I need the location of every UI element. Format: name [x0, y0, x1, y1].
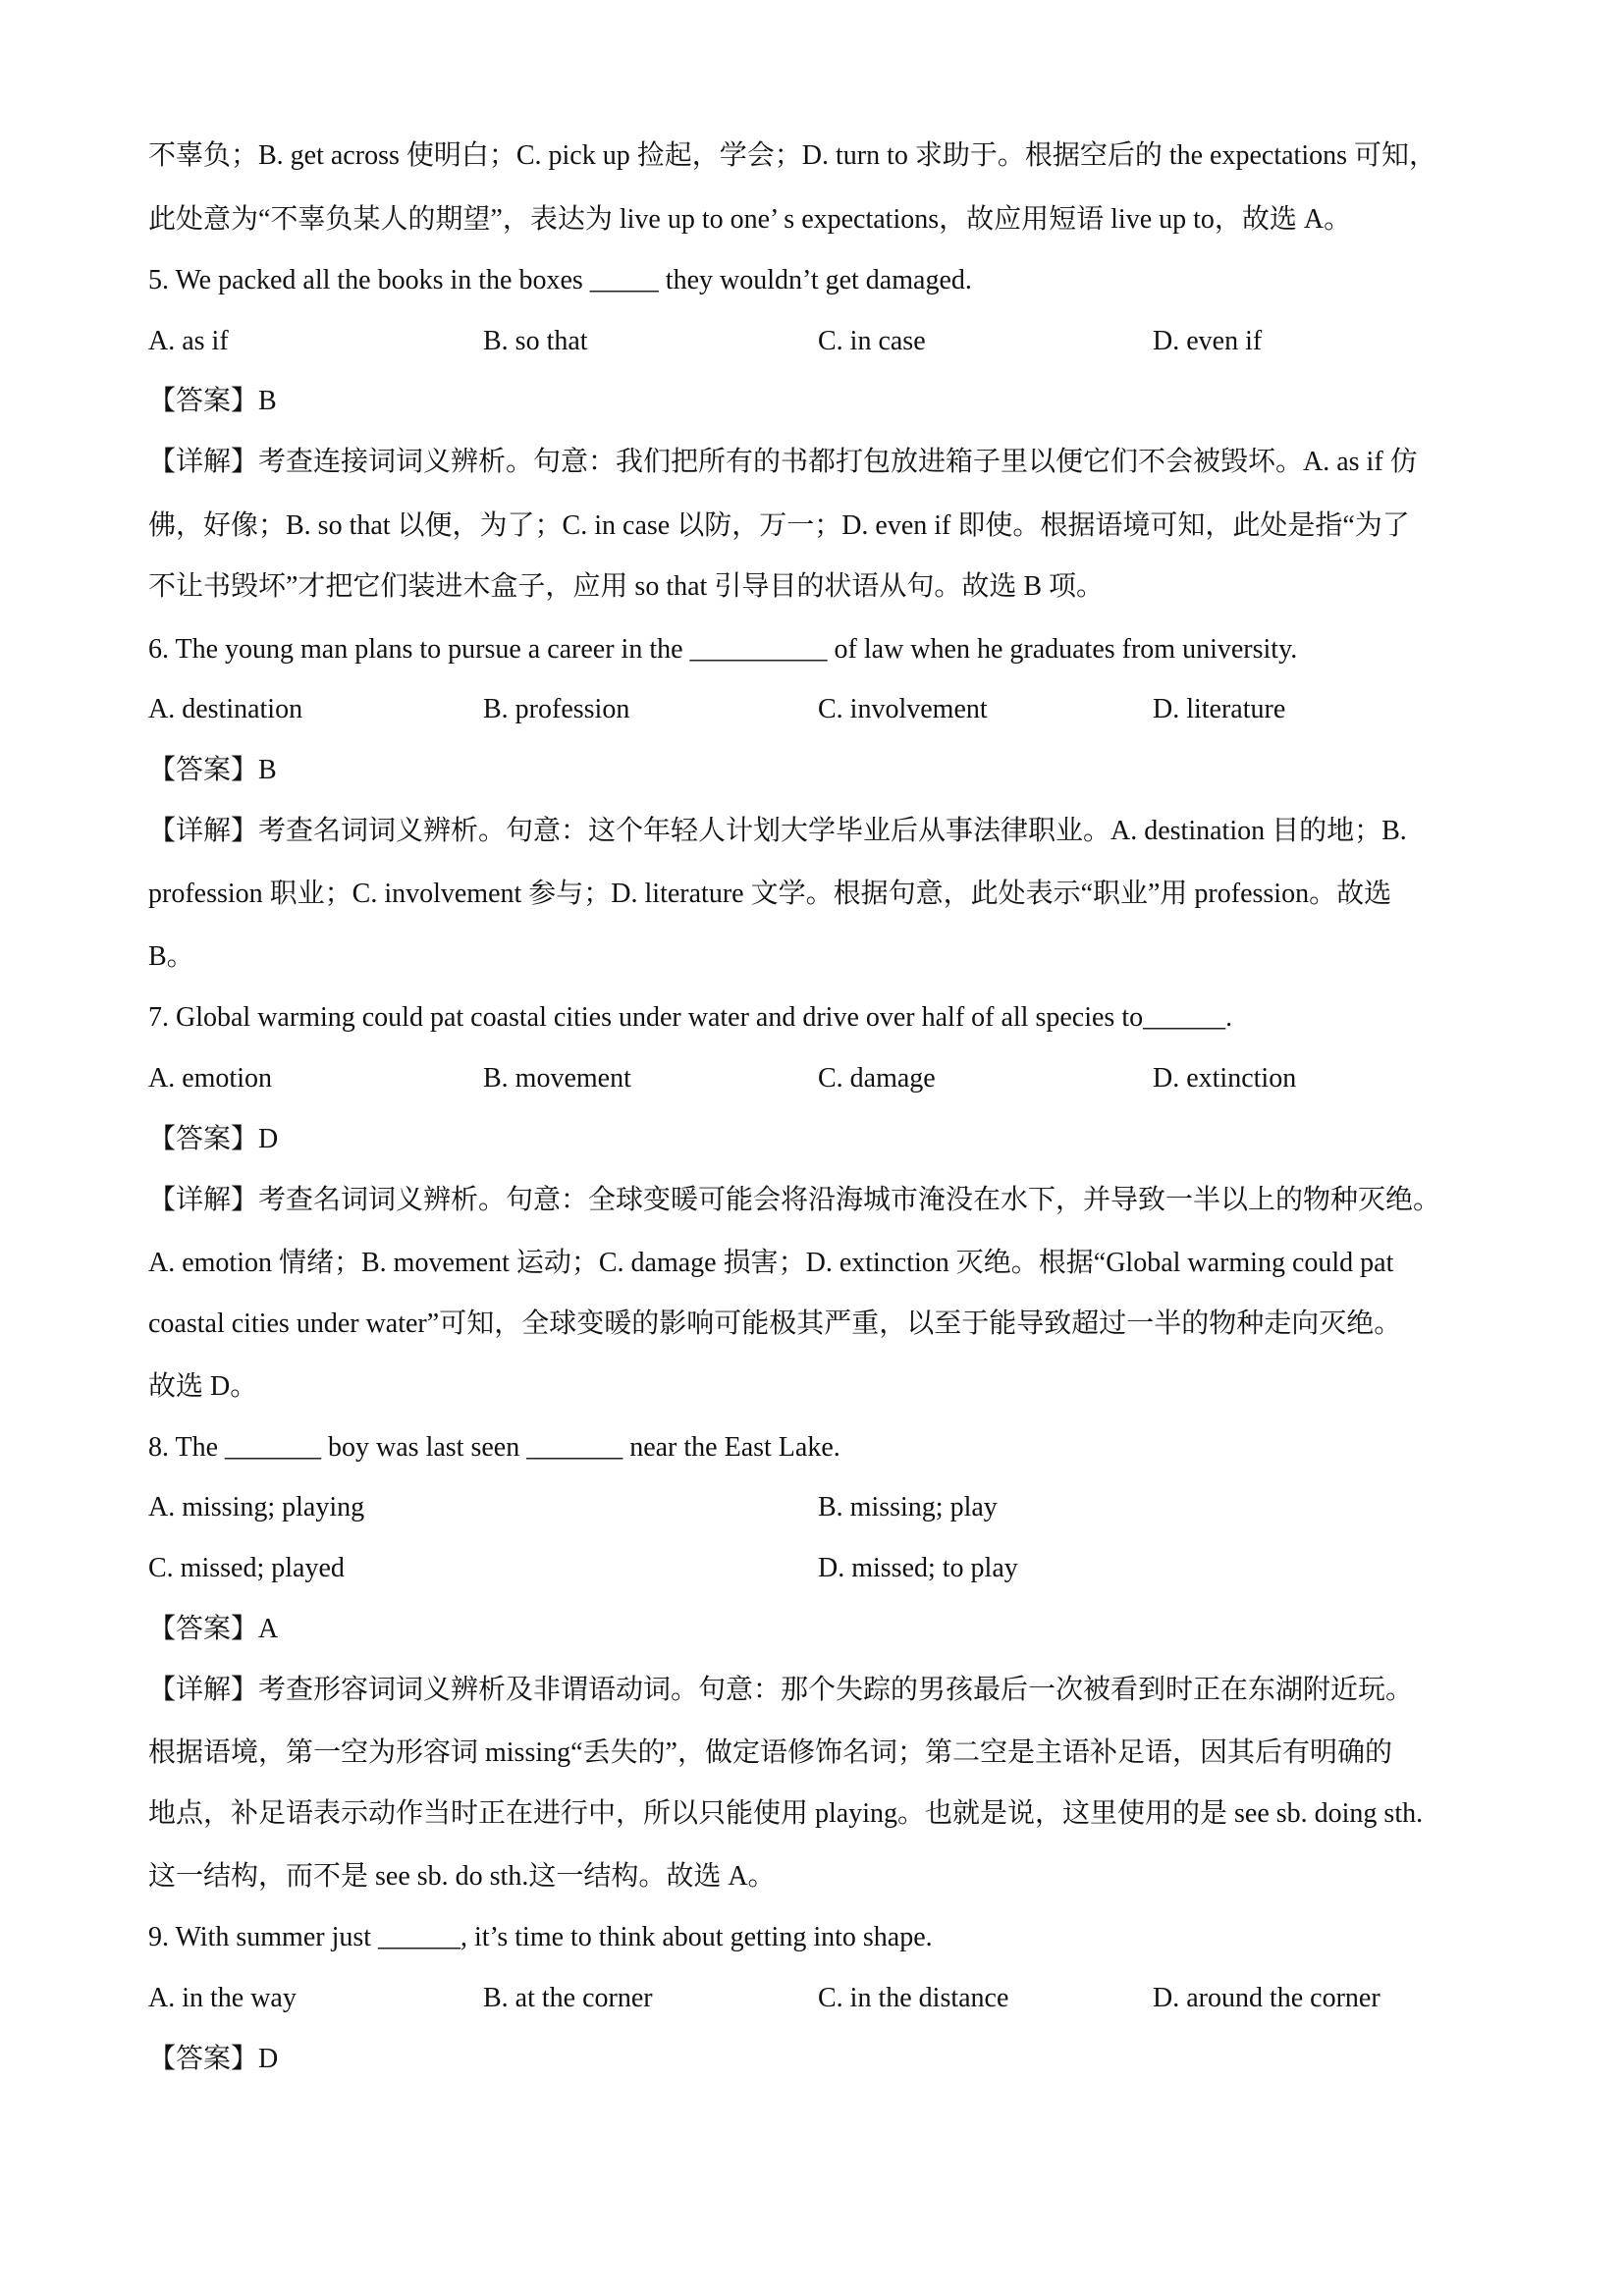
answer-line: 【答案】D: [148, 1124, 279, 1154]
detail-line: 故选 D。: [148, 1371, 258, 1402]
option-b: B. at the corner: [483, 1983, 653, 2013]
option-a: A. missing; playing: [148, 1492, 365, 1522]
question-stem: 7. Global warming could pat coastal cities under water and drive over half of all species to______.: [148, 1002, 1233, 1033]
option-d: D. around the corner: [1153, 1983, 1380, 2013]
answer-line: 【答案】A: [148, 1614, 279, 1644]
option-c: C. in the distance: [818, 1983, 1009, 2013]
option-d: D. missed; to play: [818, 1553, 1018, 1583]
detail-line: 根据语境，第一空为形容词 missing“丢失的”，做定语修饰名词；第二空是主语补足语，因其后有明确的: [148, 1737, 1392, 1768]
detail-line: 【详解】考查形容词词义辨析及非谓语动词。句意：那个失踪的男孩最后一次被看到时正在东湖附近玩。: [148, 1675, 1414, 1705]
question-stem: 5. We packed all the books in the boxes _____ they wouldn’t get damaged.: [148, 265, 972, 295]
option-b: B. movement: [483, 1063, 631, 1094]
detail-line: 【详解】考查连接词词义辨析。句意：我们把所有的书都打包放进箱子里以便它们不会被毁坏。A. as if 仿: [148, 447, 1418, 477]
detail-line: 这一结构，而不是 see sb. do sth.这一结构。故选 A。: [148, 1861, 776, 1892]
option-b: B. missing; play: [818, 1492, 998, 1522]
option-a: A. destination: [148, 694, 303, 724]
answer-line: 【答案】B: [148, 386, 277, 416]
question-stem: 9. With summer just ______, it’s time to think about getting into shape.: [148, 1922, 933, 1952]
option-a: A. in the way: [148, 1983, 297, 2013]
question-stem: 8. The _______ boy was last seen _______ near the East Lake.: [148, 1432, 840, 1463]
detail-line: 佛，好像；B. so that 以便，为了；C. in case 以防，万一；D. even if 即使。根据语境可知，此处是指“为了: [148, 510, 1410, 541]
option-a: A. emotion: [148, 1063, 272, 1094]
detail-line: 【详解】考查名词词义辨析。句意：全球变暖可能会将沿海城市淹没在水下，并导致一半以上的物种灭绝。: [148, 1185, 1441, 1215]
detail-line: B。: [148, 941, 194, 972]
detail-line: 地点，补足语表示动作当时正在进行中，所以只能使用 playing。也就是说，这里使用的是 see sb. doing sth.: [148, 1798, 1424, 1829]
detail-line: 此处意为“不辜负某人的期望”，表达为 live up to one’ s expectations，故应用短语 live up to，故选 A。: [148, 204, 1352, 235]
option-c: C. involvement: [818, 694, 988, 724]
detail-line: profession 职业；C. involvement 参与；D. literature 文学。根据句意，此处表示“职业”用 profession。故选: [148, 879, 1392, 909]
option-b: B. so that: [483, 326, 588, 356]
option-c: C. in case: [818, 326, 926, 356]
detail-line: 不让书毁坏”才把它们装进木盒子，应用 so that 引导目的状语从句。故选 B 项。: [148, 571, 1104, 602]
option-d: D. extinction: [1153, 1063, 1297, 1094]
question-stem: 6. The young man plans to pursue a career in the __________ of law when he graduates from university.: [148, 634, 1298, 665]
option-c: C. missed; played: [148, 1553, 345, 1583]
option-d: D. even if: [1153, 326, 1263, 356]
option-d: D. literature: [1153, 694, 1286, 724]
answer-line: 【答案】D: [148, 2044, 279, 2074]
detail-line: A. emotion 情绪；B. movement 运动；C. damage 损害；D. extinction 灭绝。根据“Global warming could pat: [148, 1248, 1394, 1278]
detail-line: 不辜负；B. get across 使明白；C. pick up 捡起，学会；D. turn to 求助于。根据空后的 the expectations 可知，: [148, 140, 1436, 171]
answer-line: 【答案】B: [148, 755, 277, 785]
option-c: C. damage: [818, 1063, 936, 1094]
option-a: A. as if: [148, 326, 229, 356]
option-b: B. profession: [483, 694, 630, 724]
detail-line: coastal cities under water”可知，全球变暖的影响可能极其严重，以至于能导致超过一半的物种走向灭绝。: [148, 1308, 1402, 1339]
detail-line: 【详解】考查名词词义辨析。句意：这个年轻人计划大学毕业后从事法律职业。A. destination 目的地；B.: [148, 816, 1407, 846]
